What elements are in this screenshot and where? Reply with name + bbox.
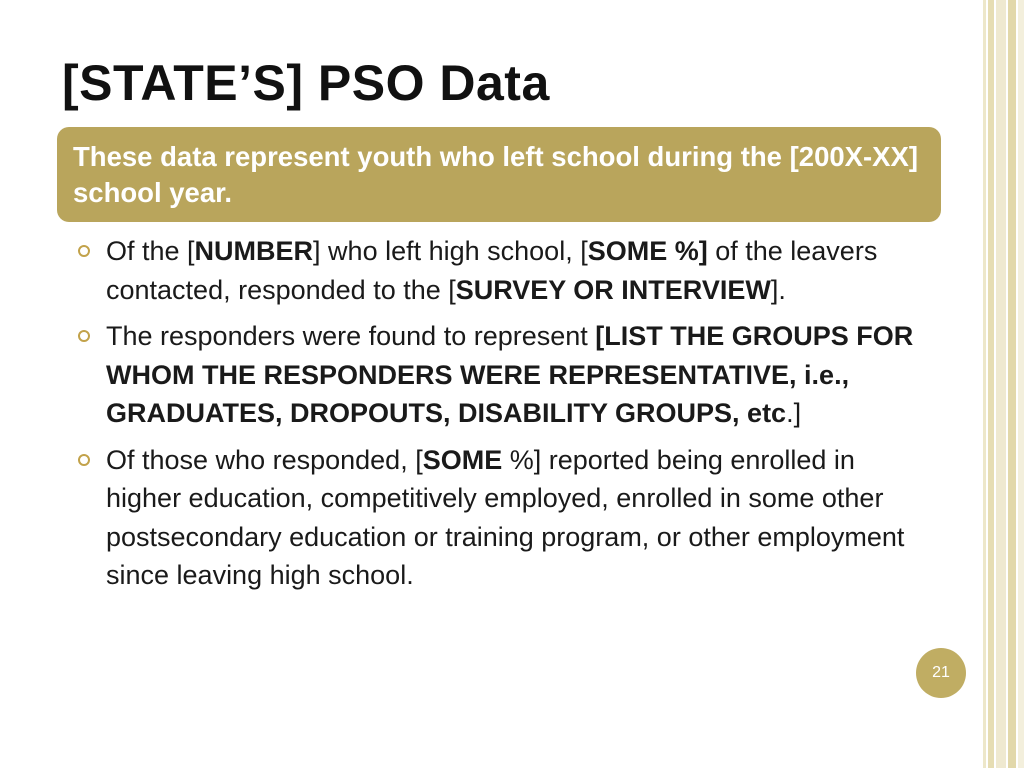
stripe <box>996 0 1006 768</box>
bullet-text: Of the [ <box>106 236 195 266</box>
bullet-bold-text: NUMBER <box>194 236 314 266</box>
page-number-badge: 21 <box>916 648 966 698</box>
bullet-list <box>76 232 922 603</box>
bullet-circle-icon <box>78 454 90 466</box>
bullet-text: ]. <box>770 274 786 305</box>
bullet-text: ] who left high school, [ <box>313 236 588 266</box>
bullet-text: of the leavers contacted, responded to the [ <box>106 236 878 305</box>
bullet-bold-text: [LIST THE GROUPS FOR WHOM THE RESPONDERS WERE REPRESENTATIVE, i.e., GRADUATES, DROPOUTS, DISABILITY GROUPS, etc <box>106 321 914 428</box>
bullet-item <box>76 441 922 595</box>
bullet-item <box>76 317 922 433</box>
bullet-bold-text: SURVEY OR INTERVIEW <box>455 274 771 305</box>
stripe <box>1018 0 1024 768</box>
bullet-bold-text: SOME <box>422 444 503 475</box>
bullet-circle-icon <box>78 245 90 257</box>
slide-title: [STATE’S] PSO Data <box>62 55 550 111</box>
subtitle-banner: These data represent youth who left school during the [200X-XX] school year. <box>57 127 941 222</box>
decorative-side-stripes <box>978 0 1024 768</box>
stripe <box>983 0 986 768</box>
bullet-text: Of those who responded, [ <box>106 444 423 475</box>
bullet-text: .] <box>786 398 802 428</box>
bullet-text: %] reported being enrolled in higher education, competitively employed, enrolled in some other postsecondary education or training program, or other employment since leaving high school. <box>106 444 905 590</box>
bullet-item <box>76 232 922 309</box>
bullet-text: The responders were found to represent <box>106 321 596 351</box>
bullet-circle-icon <box>78 330 90 342</box>
stripe <box>1008 0 1016 768</box>
stripe <box>988 0 994 768</box>
bullet-bold-text: SOME %] <box>587 236 708 266</box>
